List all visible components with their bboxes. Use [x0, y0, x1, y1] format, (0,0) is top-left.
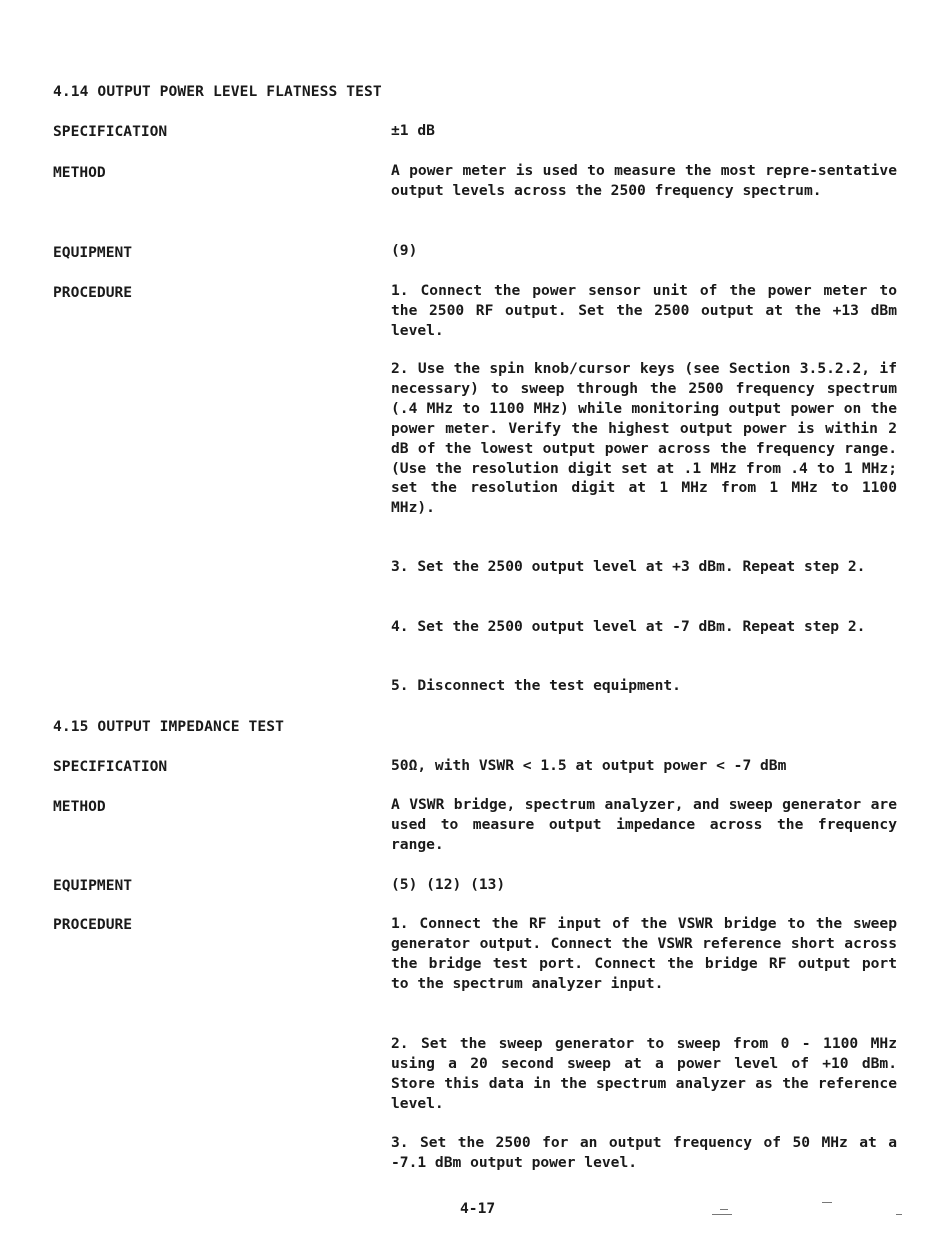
procedure-step: 1. Connect the RF input of the VSWR bridge to the sweep generator output. Connect the VSWR reference short across the bridge test port. Connect the bridge RF output port to the spectrum analyzer input. [391, 915, 897, 992]
procedure-label: PROCEDURE [53, 916, 133, 933]
procedure-step: 2. Set the sweep generator to sweep from 0 - 1100 MHz using a 20 second sweep at a power level of +10 dBm. Store this data in the spectrum analyzer as the reference level. [391, 1035, 897, 1112]
scan-speck [712, 1214, 732, 1215]
scan-speck [822, 1202, 832, 1203]
method-label: METHOD [53, 798, 106, 815]
procedure-step: 1. Connect the power sensor unit of the power meter to the 2500 RF output. Set the 2500 output at the +13 dBm level. [391, 282, 897, 339]
method-label: METHOD [53, 164, 106, 181]
specification-label: SPECIFICATION [53, 758, 168, 775]
specification-value: ±1 dB [391, 122, 435, 139]
scan-speck [896, 1214, 902, 1215]
scan-speck [720, 1209, 728, 1210]
procedure-step: 4. Set the 2500 output level at -7 dBm. Repeat step 2. [391, 618, 866, 635]
procedure-step: 2. Use the spin knob/cursor keys (see Section 3.5.2.2, if necessary) to sweep through the 2500 frequency spectrum (.4 MHz to 1100 MHz) while monitoring output power on the power meter. Verify the highest output power is within 2 dB of the lowest output power across the frequency range. (Use the resolution digit set at .1 MHz from .4 to 1 MHz; set the resolution digit at 1 MHz from 1 MHz to 1100 MHz). [391, 360, 897, 517]
method-text: A VSWR bridge, spectrum analyzer, and sweep generator are used to measure output impedance across the frequency range. [391, 796, 897, 853]
equipment-value: (9) [391, 242, 418, 259]
equipment-label: EQUIPMENT [53, 244, 133, 261]
equipment-label: EQUIPMENT [53, 877, 133, 894]
procedure-step: 3. Set the 2500 for an output frequency of 50 MHz at a -7.1 dBm output power level. [391, 1134, 897, 1171]
procedure-step: 5. Disconnect the test equipment. [391, 677, 681, 694]
section-4-15-title: 4.15 OUTPUT IMPEDANCE TEST [53, 718, 285, 735]
method-text: A power meter is used to measure the most repre-sentative output levels across the 2500 frequency spectrum. [391, 162, 897, 199]
equipment-value: (5) (12) (13) [391, 876, 506, 893]
specification-label: SPECIFICATION [53, 123, 168, 140]
page-number: 4-17 [460, 1200, 496, 1217]
procedure-label: PROCEDURE [53, 284, 133, 301]
specification-value: 50Ω, with VSWR < 1.5 at output power < -7 dBm [391, 757, 787, 774]
procedure-step: 3. Set the 2500 output level at +3 dBm. Repeat step 2. [391, 558, 866, 575]
section-4-14-title: 4.14 OUTPUT POWER LEVEL FLATNESS TEST [53, 83, 382, 100]
